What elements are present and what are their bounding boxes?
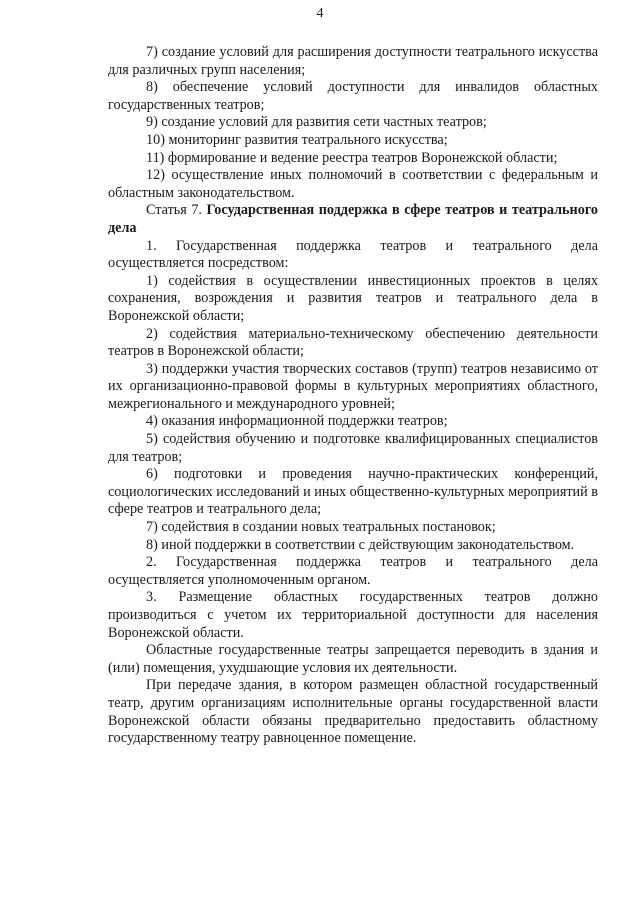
list-item: 1) содействия в осуществлении инвестиционных проектов в целях сохранения, возрождения и развития театров и театрального дела в Воронежской области; [108,272,598,324]
list-item: 11) формирование и ведение реестра театров Воронежской области; [146,149,558,166]
paragraph: 1. Государственная поддержка театров и театрального дела осуществляется посредством: [108,237,598,272]
paragraph: Областные государственные театры запрещается переводить в здания и (или) помещения, ухудшающие условия их деятельности. [108,642,598,676]
list-item: 5) содействия обучению и подготовке квалифицированных специалистов для театров; [108,431,598,465]
list-item: 4) оказания информационной поддержки театров; [146,413,448,430]
list-item: 10) мониторинг развития театрального искусства; [146,131,448,148]
list-item: 8) иной поддержки в соответствии с действующим законодательством. [146,536,575,553]
list-item: 9) создание условий для развития сети частных театров; [146,114,487,131]
article-title: Государственная поддержка в сфере театров и театрального дела [108,202,599,236]
list-item: 7) содействия в создании новых театральных постановок; [146,519,496,536]
paragraph: При передаче здания, в котором размещен областной государственный театр, другим организациям исполнительные органы государственной власти Воронежской области обязаны предварительно предоставить областному государственному театру равноценное помещение. [108,677,598,747]
page-number: 4 [316,6,324,21]
list-item: 12) осуществление иных полномочий в соответствии с федеральным и областным законодательством. [108,167,598,201]
list-item: 2) содействия материально-техническому обеспечению деятельности театров в Воронежской области; [108,325,598,360]
list-item: 6) подготовки и проведения научно-практических конференций, социологических исследований и иных общественно-культурных мероприятий в сфере театров и театрального дела; [108,466,598,518]
document-body [108,44,598,748]
list-item: 3) поддержки участия творческих составов (трупп) театров независимо от их организационно-правовой формы в культурных мероприятиях областного, межрегионального и международного уровней; [108,360,598,412]
list-item: 8) обеспечение условий доступности для инвалидов областных государственных театров; [108,79,598,113]
article-prefix: Статья 7. [146,202,202,219]
paragraph: 3. Размещение областных государственных театров должно производиться с учетом их территориальной доступности для населения Воронежской области. [108,589,598,641]
list-item: 7) создание условий для расширения доступности театрального искусства для различных групп населения; [108,44,598,78]
article-heading [108,202,598,237]
paragraph: 2. Государственная поддержка театров и театрального дела осуществляется уполномоченным органом. [108,554,598,588]
